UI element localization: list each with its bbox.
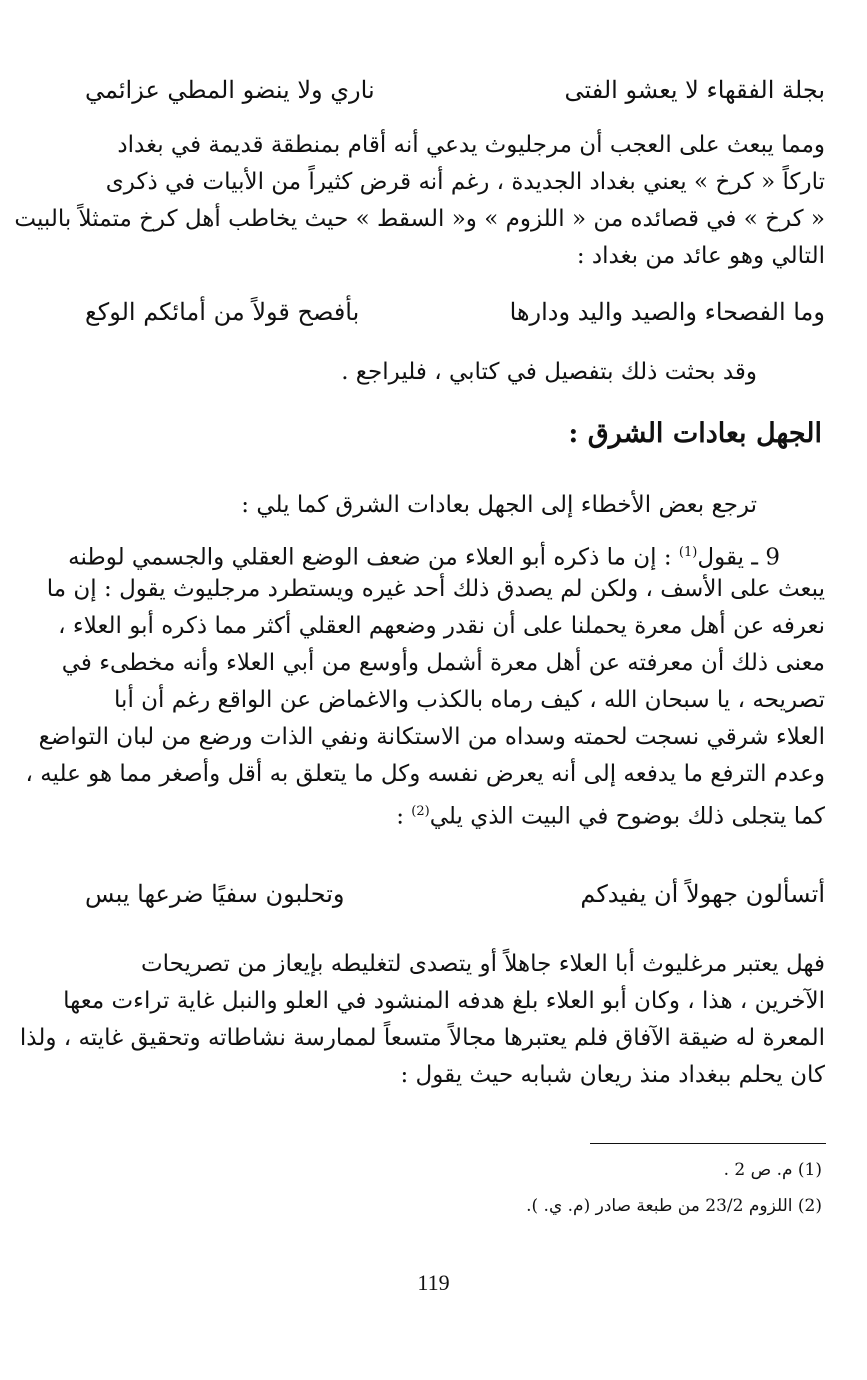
footnote-ref: (2) — [411, 804, 430, 819]
item-first-line — [68, 534, 825, 571]
verse-line — [85, 68, 825, 112]
paragraph-line: فهل يعتبر مرغليوث أبا العلاء جاهلاً أو يتصدى لتغليطه بإيعاز من تصريحات — [141, 951, 825, 977]
page-number: 119 — [417, 1270, 450, 1295]
intro-line: ترجع بعض الأخطاء إلى الجهل بعادات الشرق كما يلي : — [241, 492, 757, 518]
item-prefix: 9 ـ يقول — [697, 544, 780, 571]
footnote-ref: (1) — [678, 545, 698, 560]
paragraph-line: المعرة له ضيقة الآفاق فلم يعتبرها مجالاً متسعاً لممارسة نشاطاته وتحقيق غايته ، ولذا — [19, 1025, 825, 1051]
verse-right-hemistich: وما الفصحاء والصيد واليد ودارها — [509, 298, 825, 326]
paragraph-line: العلاء شرقي نسجت لحمته وسداه من الاستكانة ونفي الذات ورضع من لبان التواضع — [38, 724, 825, 750]
verse-left-hemistich: بأفصح قولاً من أمائكم الوكع — [85, 298, 360, 326]
item-text: كما يتجلى ذلك بوضوح في البيت الذي يلي — [429, 803, 825, 830]
paragraph — [19, 946, 825, 1094]
verse-left-hemistich: وتحلبون سفيًا ضرعها يبس — [85, 880, 345, 908]
paragraph-line: كان يحلم ببغداد منذ ريعان شبابه حيث يقول : — [400, 1062, 825, 1088]
paragraph-line: معنى ذلك أن معرفته عن أهل معرة أشمل وأوسع من أبي العلاء وأنه مخطىء في — [61, 650, 825, 676]
paragraph-line: وعدم الترفع ما يدفعه إلى أنه يعرض نفسه وكل ما يتعلق به أقل وأصغر مما هو عليه ، — [25, 761, 825, 787]
paragraph — [14, 127, 825, 275]
paragraph-line — [85, 793, 825, 830]
paragraph-line: « كرخ » في قصائده من « اللزوم » و« السقط » حيث يخاطب أهل كرخ متمثلاً بالبيت — [14, 206, 825, 232]
paragraph-line: نعرفه عن أهل معرة يحملنا على أن نقدر وضعهم العقلي أكثر مما ذكره أبو العلاء ، — [58, 613, 825, 639]
paragraph-line: تصريحه ، يا سبحان الله ، كيف رماه بالكذب والاغماض عن الواقع رغم أن أبا — [114, 687, 825, 713]
verse-right-hemistich: بجلة الفقهاء لا يعشو الفتى — [564, 76, 825, 104]
item-text: : إن ما ذكره أبو العلاء من ضعف الوضع العقلي والجسمي لوطنه — [68, 544, 679, 571]
numbered-item — [25, 534, 825, 830]
paragraph-line: يبعث على الأسف ، ولكن لم يصدق ذلك أحد غيره ويستطرد مرجليوث يقول : إن ما — [46, 576, 825, 602]
paragraph-line: وقد بحثت ذلك بتفصيل في كتابي ، فليراجع . — [341, 359, 757, 385]
paragraph-line: الآخرين ، هذا ، وكان أبو العلاء بلغ هدفه المنشود في العلو والنبل غاية تراءت معها — [63, 988, 825, 1014]
section-heading: الجهل بعادات الشرق : — [568, 418, 822, 449]
paragraph-line: ومما يبعث على العجب أن مرجليوث يدعي أنه أقام بمنطقة قديمة في بغداد — [117, 132, 825, 158]
footnote: (2) اللزوم 23/2 من طبعة صادر (م. ي. ). — [526, 1196, 822, 1216]
verse-right-hemistich: أتسألون جهولاً أن يفيدكم — [580, 880, 825, 908]
verse-line — [85, 290, 825, 334]
paragraph-line: التالي وهو عائد من بغداد : — [576, 243, 825, 269]
verse-line — [85, 872, 825, 916]
paragraph-line: تاركاً « كرخ » يعني بغداد الجديدة ، رغم أنه قرض كثيراً من الأبيات في ذكرى — [105, 169, 825, 195]
verse-left-hemistich: ناري ولا ينضو المطي عزائمي — [85, 76, 375, 104]
footnote: (1) م. ص 2 . — [723, 1160, 822, 1180]
item-text: : — [396, 803, 412, 830]
footnote-divider — [590, 1143, 826, 1144]
